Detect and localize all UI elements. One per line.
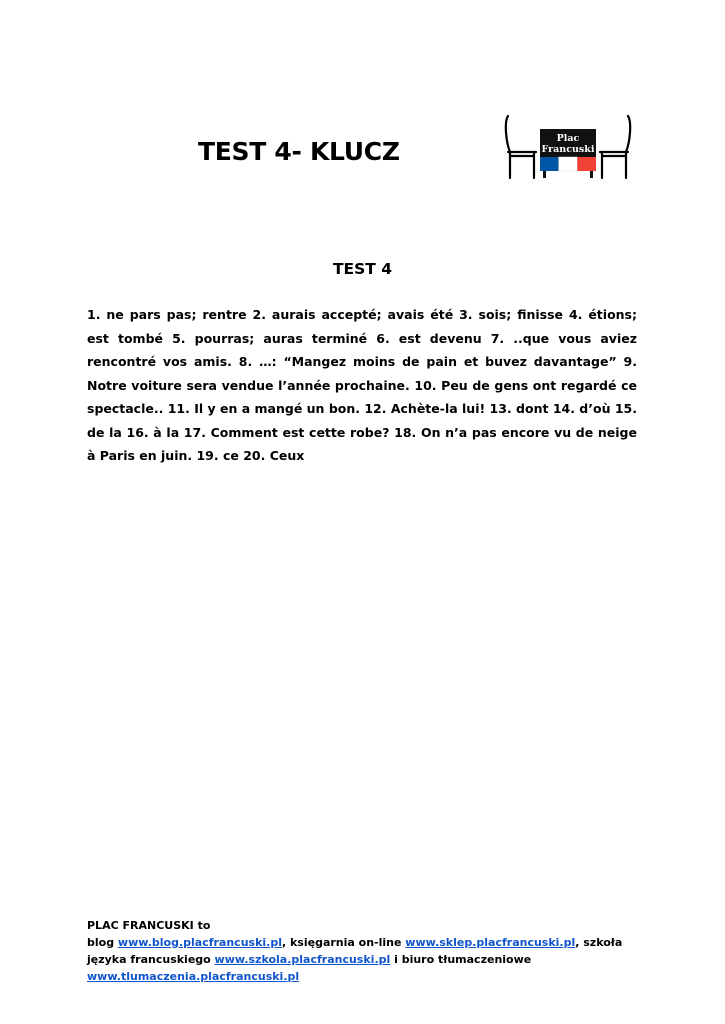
translation-link[interactable]: www.tlumaczenia.placfrancuski.pl [87, 970, 300, 983]
footer-line2 [87, 934, 647, 985]
footer-shop-text: , księgarnia on-line [281, 936, 406, 949]
plac-francuski-logo [500, 112, 636, 180]
footer-line1: PLAC FRANCUSKI to [87, 919, 211, 932]
page-title: TEST 4- KLUCZ [198, 137, 400, 166]
shop-link[interactable]: www.sklep.placfrancuski.pl [405, 936, 576, 949]
answer-key-text: 1. ne pars pas; rentre 2. aurais accepté; avais été 3. sois; finisse 4. étions; est tombé 5. pourras; auras terminé 6. est devenu 7. ..que vous aviez rencontré vos amis. 8. …: “Mangez moins de pain et buvez davantage” 9. Notre voiture sera vendue l’année prochaine. 10. Peu de gens ont regardé ce spectacle.. 11. Il y en a mangé un bon. 12. Achète-la lui! 13. dont 14. d’où 15. de la 16. à la 17. Comment est cette robe? 18. On n’a pas encore vu de neige à Paris en juin. 19. ce 20. Ceux [87, 307, 637, 463]
logo-text-line2: Francuski [541, 144, 595, 155]
section-heading: TEST 4 [332, 260, 393, 278]
school-link[interactable]: www.szkola.placfrancuski.pl [214, 953, 391, 966]
logo-text-line1: Plac [556, 133, 580, 144]
footer-blog-prefix: blog [87, 936, 118, 949]
footer [87, 917, 647, 985]
footer-translation-text: i biuro tłumaczeniowe [390, 953, 532, 966]
left-chair-icon [506, 116, 536, 178]
blog-link[interactable]: www.blog.placfrancuski.pl [117, 936, 282, 949]
right-chair-icon [600, 116, 630, 178]
footer-school-text: , szkoła języka francuskiego [87, 936, 623, 966]
